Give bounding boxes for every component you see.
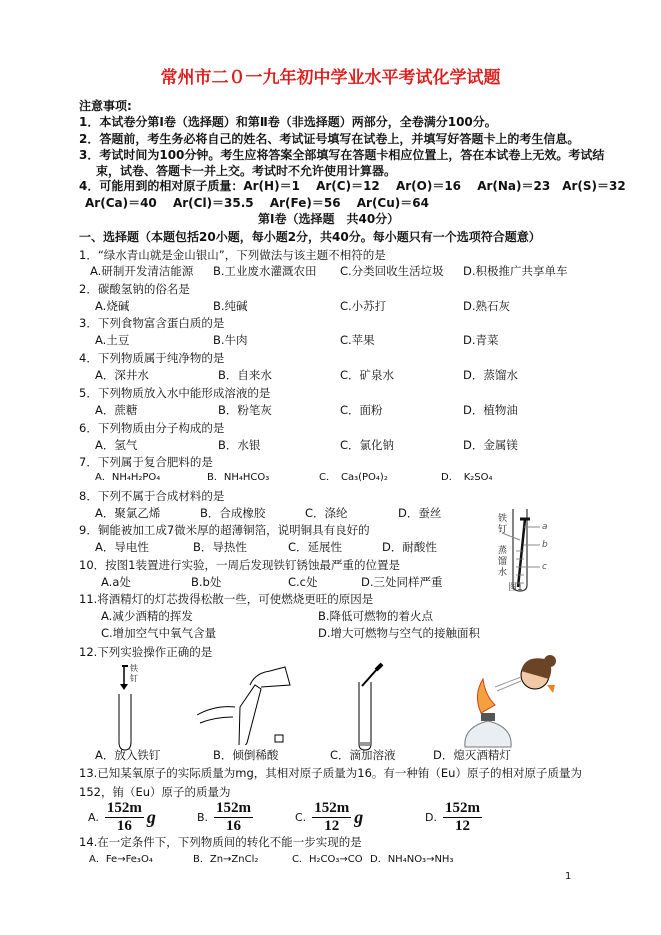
option-label: D. [425,811,437,824]
numerator: 152m [106,800,142,816]
option: A.研制开发清洁能源 [90,264,194,278]
option: D．蒸馏水 [463,368,518,382]
option: A.a处 [101,575,131,589]
question-stem: 11.将酒精灯的灯芯拨得松散一些，可使燃烧更旺的原因是 [79,592,374,606]
option: A．聚氯乙烯 [95,506,161,520]
figure-1-water-label: 蒸馏水 [498,546,508,578]
dropper-tube-illustration [350,662,390,752]
option: B.牛肉 [213,333,248,347]
part-heading: 一、选择题（本题包括20小题，每小题2分，共40分。每小题只有一个选项符合题意） [79,230,541,244]
option: C.小苏打 [340,299,387,313]
option: A．蔗糖 [95,403,138,417]
unit: g [354,807,364,827]
option: D．金属镁 [463,438,518,452]
option: B．导热性 [193,540,247,554]
option: B．NH₄HCO₃ [207,472,270,483]
figure-1-point-a: a [542,522,548,532]
option: C．涤纶 [305,506,348,520]
numerator: 152m [216,800,252,816]
option: B.纯碱 [213,299,248,313]
option-label: A. [88,811,99,824]
figure-1-point-c: c [542,562,547,572]
option: D．熄灭酒精灯 [433,748,511,762]
numerator: 152m [314,800,350,816]
denominator: 12 [324,818,340,834]
unit: g [146,807,156,827]
option-label: C. [295,811,307,824]
option-fraction [197,800,253,835]
option-label: B. [197,811,209,824]
notice-item: 4．可能用到的相对原子质量：Ar(H)＝1 Ar(C)＝12 Ar(O)＝16 Ar(Na)＝23 Ar(S)＝32 [79,179,626,193]
option: B．水银 [218,438,261,452]
option: B.工业废水灌溉农田 [213,264,317,278]
question-stem: 6．下列物质由分子构成的是 [79,421,225,435]
option: A．NH₄H₂PO₄ [95,472,161,483]
option: A．氢气 [95,438,138,452]
option: C.苹果 [340,333,375,347]
option: C.增加空气中氧气含量 [101,626,217,640]
question-stem: 10．按图1装置进行实验，一周后发现铁钉锈蚀最严重的位置是 [79,558,400,572]
option: A.土豆 [95,333,130,347]
option: A.烧碱 [95,299,130,313]
fig12-nail-label: 铁钉 [130,664,138,683]
option: D．耐酸性 [382,540,437,554]
notice-item: 束，试卷、答题卡一并上交。考试时不允许使用计算器。 [96,164,397,178]
notice-item: Ar(Ca)＝40 Ar(Cl)＝35.5 Ar(Fe)＝56 Ar(Cu)＝64 [85,196,429,210]
option: B．合成橡胶 [200,506,266,520]
blowing-out-alcohol-lamp-illustration [455,655,565,750]
option: B.b处 [191,575,222,589]
option: D．NH₄NO₃→NH₃ [370,854,454,865]
option: D．植物油 [463,403,518,417]
page-number: 1 [565,871,572,882]
option: A．Fe→Fe₃O₄ [89,854,153,865]
denominator: 16 [226,818,242,834]
option: D.增大可燃物与空气的接触面积 [318,626,481,640]
option: B．Zn→ZnCl₂ [193,854,259,865]
question-stem: 4．下列物质属于纯净物的是 [79,351,225,365]
denominator: 12 [454,818,470,834]
question-stem-continued: 152，铕（Eu）原子的质量为 [79,785,231,799]
option: A．导电性 [95,540,149,554]
question-stem: 9．铜能被加工成7微米厚的超薄铜箔，说明铜具有良好的 [79,523,370,537]
option: C． Ca₃(PO₄)₂ [319,472,388,483]
option: C．面粉 [340,403,383,417]
figure-1-nail-label: 铁钉 [498,514,508,535]
figure-1-caption: 图1 [508,583,523,593]
question-stem: 5．下列物质放入水中能形成溶液的是 [79,386,271,400]
question-stem: 3．下列食物富含蛋白质的是 [79,316,225,330]
option: B.降低可燃物的着火点 [318,609,434,623]
option: B．倾倒稀酸 [213,748,279,762]
notice-item: 2．答题前，考生务必将自己的姓名、考试证号填写在试卷上，并填写好答题卡上的考生信息。 [79,132,580,146]
option: C.c处 [288,575,318,589]
option-fraction [295,800,363,835]
question-stem: 2．碳酸氢钠的俗名是 [79,282,190,296]
option-fraction [425,800,482,835]
option-fraction [88,800,156,835]
notice-heading: 注意事项: [79,99,132,113]
option: D． K₂SO₄ [441,472,493,483]
option: A．放入铁钉 [95,748,161,762]
question-stem: 12.下列实验操作正确的是 [79,645,213,659]
option: C．氯化钠 [340,438,395,452]
denominator: 16 [116,818,132,834]
figure-1-point-b: b [542,540,548,550]
document-title: 常州市二０一九年初中学业水平考试化学试题 [160,68,501,88]
question-stem: 8．下列不属于合成材料的是 [79,489,225,503]
option: A．深井水 [95,368,149,382]
option: C．滴加溶液 [330,748,396,762]
option: C．矿泉水 [340,368,395,382]
option: B．自来水 [218,368,272,382]
notice-item: 3．考试时间为100分钟。考生应将答案全部填写在答题卡相应位置上，答在本试卷上无效。考试结 [79,148,605,162]
numerator: 152m [444,800,480,816]
option: D.积极推广共享单车 [463,264,568,278]
option: C．H₂CO₃→CO [292,854,363,865]
question-stem: 1．“绿水青山就是金山银山”，下列做法与该主题不相符的是 [79,248,386,262]
option: C．延展性 [288,540,343,554]
option: D.熟石灰 [463,299,511,313]
pouring-acid-illustration [195,665,295,745]
question-stem: 7．下列属于复合肥料的是 [79,455,213,469]
question-stem: 14.在一定条件下，下列物质间的转化不能一步实现的是 [79,835,362,849]
option: D.三处同样严重 [361,575,443,589]
notice-item: 1．本试卷分第Ⅰ卷（选择题）和第Ⅱ卷（非选择题）两部分，全卷满分100分。 [79,115,497,129]
option: B．粉笔灰 [218,403,272,417]
section-title: 第Ⅰ卷（选择题 共40分） [258,212,400,226]
option: A.减少酒精的挥发 [101,609,193,623]
option: D.青菜 [463,333,499,347]
option: C.分类回收生活垃圾 [340,264,444,278]
question-stem: 13.已知某氧原子的实际质量为mg，其相对原子质量为16。有一种铕（Eu）原子的相对原子质量为 [79,766,582,780]
option: D．蚕丝 [398,506,442,520]
